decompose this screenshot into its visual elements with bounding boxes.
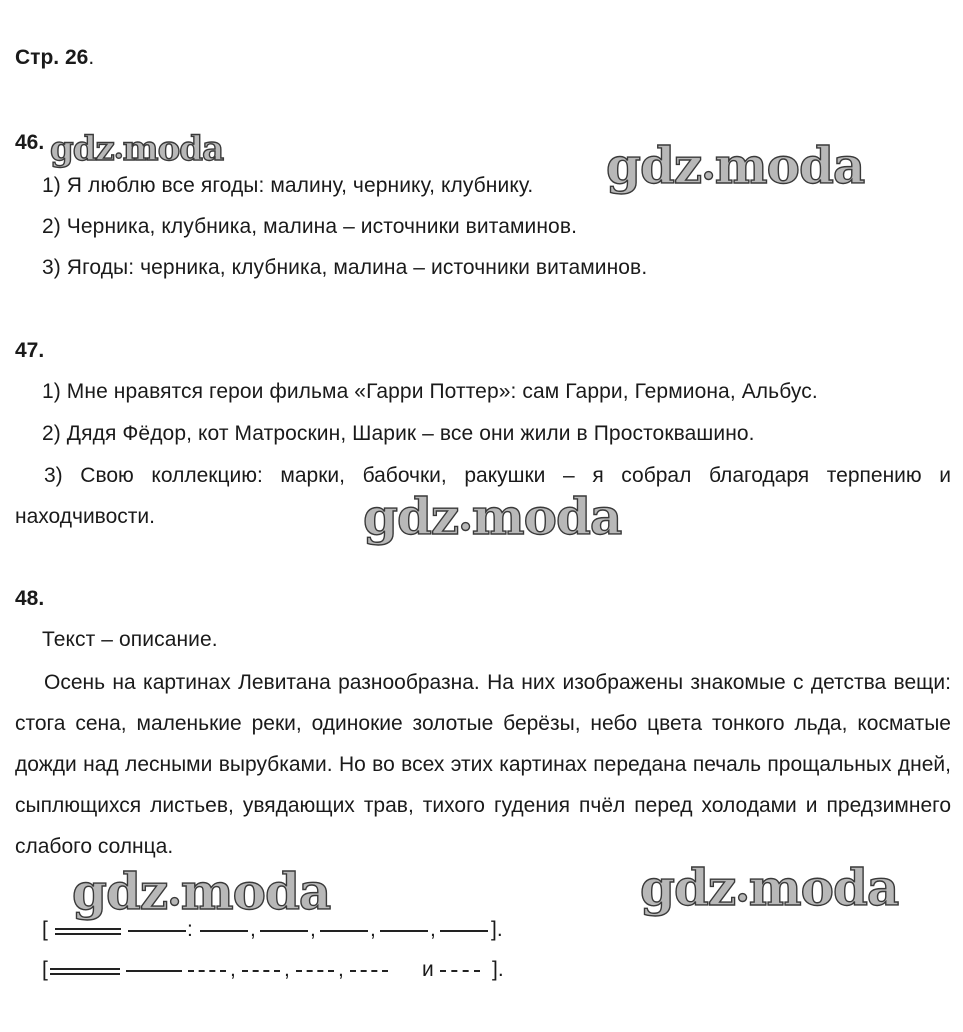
task-46-line-1: 1) Я люблю все ягоды: малину, чернику, клубнику.: [42, 174, 534, 197]
scheme-subject-line: [50, 968, 120, 975]
scheme-comma: ,: [370, 918, 376, 941]
task-47-line-2: 2) Дядя Фёдор, кот Матроскин, Шарик – все они жили в Простоквашино.: [42, 422, 755, 445]
scheme-close-bracket: ].: [491, 918, 503, 941]
scheme-predicate-line: [126, 970, 182, 972]
watermark-logo: gdz•moda: [72, 862, 331, 921]
page-label: Стр. 26.: [15, 46, 95, 69]
scheme-circumstance-line: [188, 970, 226, 972]
scheme-homogeneous-member: [380, 930, 428, 932]
task-47-line-1: 1) Мне нравятся герои фильма «Гарри Поттер»: сам Гарри, Гермиона, Альбус.: [42, 380, 818, 403]
scheme-homogeneous-member: [200, 930, 248, 932]
scheme-colon: :: [187, 918, 193, 941]
task-46-number: 46.: [15, 131, 45, 154]
scheme-close-bracket: ].: [492, 958, 504, 981]
scheme-comma: ,: [430, 918, 436, 941]
task-46-line-2: 2) Черника, клубника, малина – источники витаминов.: [42, 215, 578, 238]
task-47-number: 47.: [15, 339, 45, 362]
scheme-circumstance-line: [440, 970, 480, 972]
scheme-comma: ,: [310, 918, 316, 941]
scheme-homogeneous-member: [320, 930, 368, 932]
task-46-line-3: 3) Ягоды: черника, клубника, малина – источники витаминов.: [42, 256, 648, 279]
task-48-paragraph: Осень на картинах Левитана разнообразна. На них изображены знакомые с детства вещи: стога сена, маленькие реки, одинокие золотые берёзы, небо цвета тонкого льда, косматые дожди над лесными вырубками. Но во всех этих картинах передана печаль прощальных дней, сыплющихся листьев, увядающих трав, тихого гудения пчёл перед холодами и предзимнего слабого солнца.: [15, 671, 951, 858]
scheme-circumstance-line: [350, 970, 388, 972]
watermark-logo: gdz•moda: [363, 487, 622, 546]
scheme-open-bracket: [: [42, 958, 48, 981]
task-48-number: 48.: [15, 587, 45, 610]
scheme-circumstance-line: [242, 970, 280, 972]
scheme-homogeneous-member: [440, 930, 488, 932]
watermark-logo: gdz•moda: [640, 858, 899, 917]
task-47-line-3: 3) Свою коллекцию: марки, бабочки, ракушки – я собрал благодаря терпению и находчивости.: [15, 464, 951, 528]
scheme-comma: ,: [284, 958, 290, 981]
scheme-conjunction: и: [422, 958, 434, 981]
watermark-logo: gdz•moda: [606, 136, 865, 195]
scheme-subject-line: [55, 928, 121, 935]
scheme-comma: ,: [338, 958, 344, 981]
watermark-logo: gdz•moda: [50, 129, 224, 169]
scheme-comma: ,: [250, 918, 256, 941]
scheme-open-bracket: [: [42, 918, 48, 941]
task-48-text-type: Текст – описание.: [42, 628, 218, 651]
scheme-circumstance-line: [296, 970, 334, 972]
scheme-comma: ,: [230, 958, 236, 981]
scheme-homogeneous-member: [260, 930, 308, 932]
scheme-predicate-line: [128, 930, 186, 932]
